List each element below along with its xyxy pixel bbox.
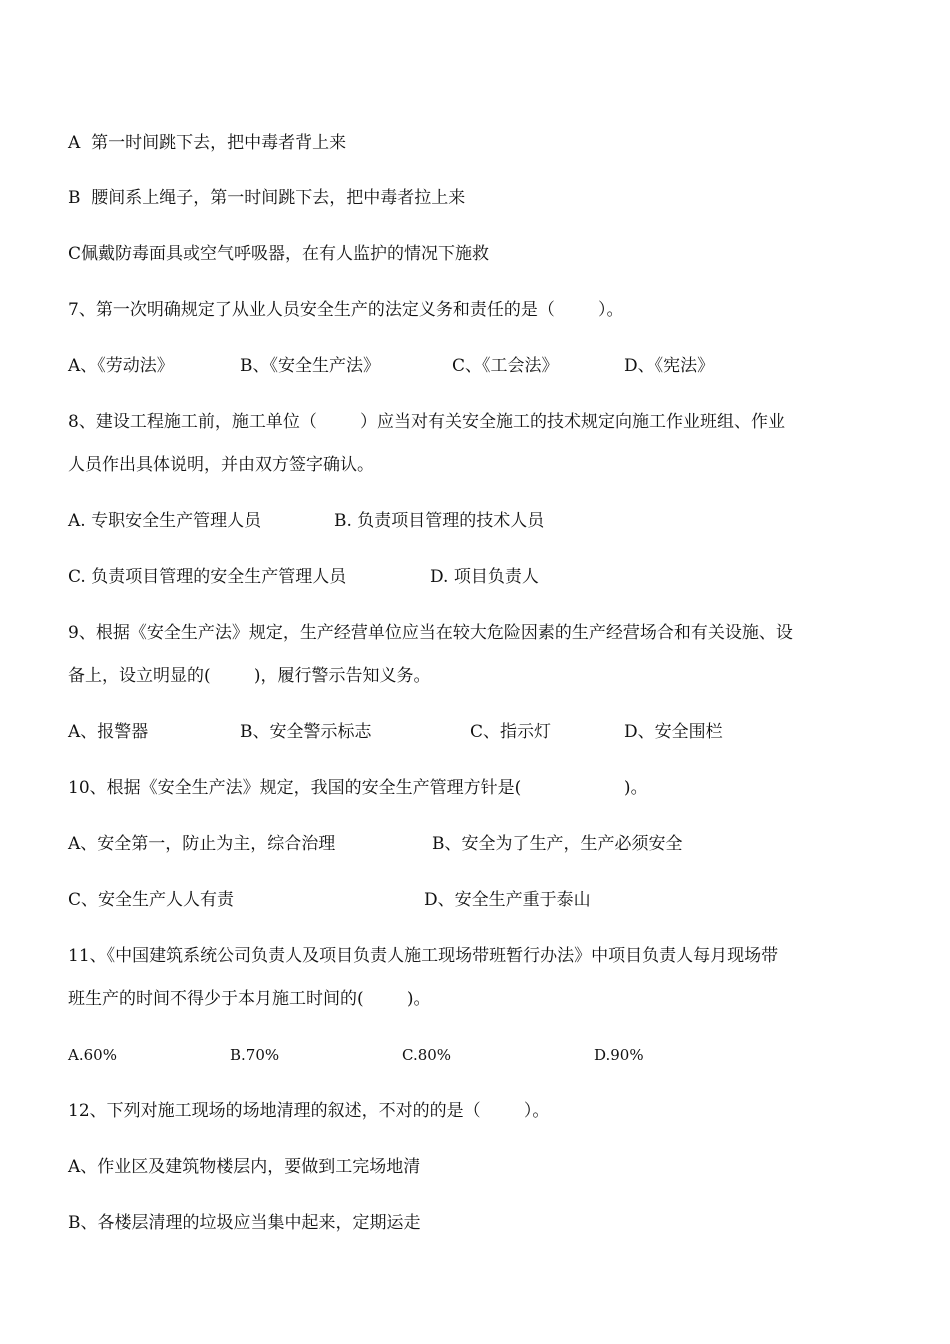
q8-option-c: C. 负责项目管理的安全生产管理人员 xyxy=(68,567,347,587)
q8-text-line1: 8、建设工程施工前，施工单位（ ）应当对有关安全施工的技术规定向施工作业班组、作业 xyxy=(68,412,786,432)
q8-option-d: D. 项目负责人 xyxy=(430,567,539,587)
q6-option-a: A 第一时间跳下去，把中毒者背上来 xyxy=(68,133,347,153)
q7-option-d: D、《宪法》 xyxy=(624,356,715,376)
q8-option-a: A. 专职安全生产管理人员 xyxy=(68,511,262,531)
q12-option-a: A、作业区及建筑物楼层内，要做到工完场地清 xyxy=(68,1157,421,1177)
q11-text-line1: 11、《中国建筑系统公司负责人及项目负责人施工现场带班暂行办法》中项目负责人每月现场带 xyxy=(68,946,779,966)
q6-option-b: B 腰间系上绳子，第一时间跳下去，把中毒者拉上来 xyxy=(68,188,466,208)
q10-option-a: A、安全第一，防止为主，综合治理 xyxy=(68,834,336,854)
q11-option-b: B.70% xyxy=(230,1046,280,1064)
q9-text-line2: 备上，设立明显的( )，履行警示告知义务。 xyxy=(68,666,431,686)
q10-option-b: B、安全为了生产，生产必须安全 xyxy=(432,834,683,854)
q8-text-line2: 人员作出具体说明，并由双方签字确认。 xyxy=(68,455,374,475)
q10-option-c: C、安全生产人人有责 xyxy=(68,890,235,910)
q7-option-b: B、《安全生产法》 xyxy=(240,356,380,376)
q9-option-c: C、指示灯 xyxy=(470,722,552,742)
q11-text-line2: 班生产的时间不得少于本月施工时间的( )。 xyxy=(68,989,431,1009)
q9-option-a: A、报警器 xyxy=(68,722,149,742)
q11-option-a: A.60% xyxy=(68,1046,117,1064)
q8-option-b: B. 负责项目管理的技术人员 xyxy=(334,511,545,531)
q6-option-c: C佩戴防毒面具或空气呼吸器，在有人监护的情况下施救 xyxy=(68,244,490,264)
q7-option-c: C、《工会法》 xyxy=(452,356,559,376)
q11-option-c: C.80% xyxy=(402,1046,452,1064)
q11-option-d: D.90% xyxy=(594,1046,644,1064)
q10-text: 10、根据《安全生产法》规定，我国的安全生产管理方针是( )。 xyxy=(68,778,648,798)
q7-option-a: A、《劳动法》 xyxy=(68,356,174,376)
q9-option-d: D、安全围栏 xyxy=(624,722,723,742)
q12-text: 12、下列对施工现场的场地清理的叙述，不对的的是（ ）。 xyxy=(68,1101,550,1121)
q10-option-d: D、安全生产重于泰山 xyxy=(424,890,591,910)
q9-text-line1: 9、根据《安全生产法》规定，生产经营单位应当在较大危险因素的生产经营场合和有关设施、设 xyxy=(68,623,793,643)
q12-option-b: B、各楼层清理的垃圾应当集中起来，定期运走 xyxy=(68,1213,421,1233)
q9-option-b: B、安全警示标志 xyxy=(240,722,372,742)
q7-text: 7、第一次明确规定了从业人员安全生产的法定义务和责任的是（ ）。 xyxy=(68,300,624,320)
